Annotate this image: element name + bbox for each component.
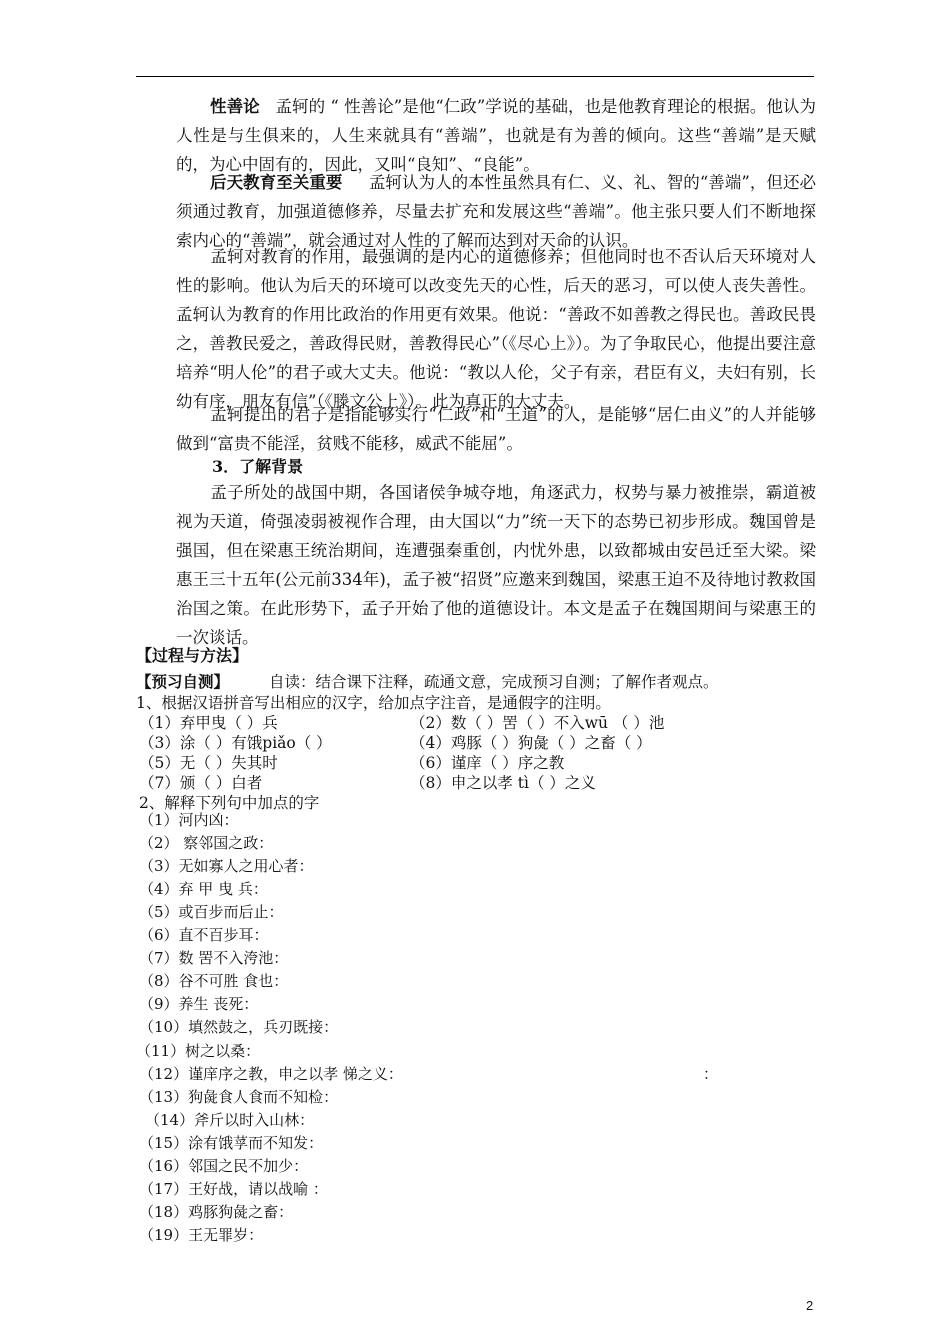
grid-cell-4: （4）鸡豚（ ）狗彘（ ）之畜（ ） bbox=[410, 734, 652, 752]
page-number: 2 bbox=[806, 1298, 814, 1313]
grid-cell-1: （1）弃甲曳（ ）兵 bbox=[139, 714, 278, 732]
paragraph-education-text: 孟轲认为人的本性虽然具有仁、义、礼、智的“善端”，但还必须通过教育，加强道德修养，尽量去扩充和发展这些“善端”。他主张只要人们不断地探索内心的“善端”，就会通过对人性的了解而达到对天命的认识。 bbox=[176, 173, 817, 250]
paragraph-background-text: 孟子所处的战国中期，各国诸侯争城夺地，角逐武力，权势与暴力被推崇，霸道被视为天道，倚强凌弱被视作合理，由大国以“力”统一天下的态势已初步形成。魏国曾是强国，但在梁惠王统治期间，连遭强秦重创，内忧外患，以致都城由安邑迁至大梁。梁惠王三十五年(公元前334年)，孟子被“招贤”应邀来到魏国，梁惠王迫不及待地讨教救国治国之策。在此形势下，孟子开始了他的道德设计。本文是孟子在魏国期间与梁惠王的一次谈话。 bbox=[176, 483, 816, 647]
explain-item-7: （7）数 罟不入洿池： bbox=[139, 949, 289, 967]
paragraph-role-of-education bbox=[176, 242, 816, 416]
explain-item-14: （14）斧斤以时入山林： bbox=[145, 1111, 315, 1129]
grid-cell-8: （8）申之以孝 tì（ ）之义 bbox=[410, 774, 596, 792]
explain-item-16: （16）邻国之民不加少： bbox=[139, 1157, 309, 1175]
paragraph-xingshan bbox=[176, 92, 816, 179]
explain-item-12: （12）谨庠序之教，申之以孝 悌之义： bbox=[139, 1065, 403, 1083]
header-rule bbox=[136, 76, 814, 77]
explain-item-18: （18）鸡豚狗彘之畜： bbox=[139, 1203, 294, 1221]
explain-item-1: （1）河内凶： bbox=[139, 811, 239, 829]
grid-cell-3: （3）涂（ ）有饿piǎo（ ） bbox=[139, 734, 332, 752]
task-2-instruction: 2、解释下列句中加点的字 bbox=[139, 794, 320, 812]
explain-item-5: （5）或百步而后止： bbox=[139, 903, 284, 921]
paragraph-role-text: 孟轲对教育的作用，最强调的是内心的道德修养；但他同时也不否认后天环境对人性的影响。他认为后天的环境可以改变先天的心性，后天的恶习，可以使人丧失善性。孟轲认为教育的作用比政治的作用更有效果。他说：“善政不如善教之得民也。善政民畏之，善教民爱之，善政得民财，善教得民心”（《尽心上》）。为了争取民心，他提出要注意培养“明人伦”的君子或大丈夫。他说：“教以人伦，父子有亲，君臣有义，夫妇有别，长幼有序，朋友有信”（《滕文公上》）。此为真正的大丈夫。 bbox=[176, 247, 816, 411]
term-education: 后天教育至关重要 bbox=[210, 173, 343, 192]
explain-item-9: （9）养生 丧死： bbox=[139, 995, 259, 1013]
explain-item-13: （13）狗彘食人食而不知检： bbox=[139, 1088, 339, 1106]
section-heading-background: 3．了解背景 bbox=[212, 457, 304, 476]
grid-cell-2: （2）数（ ）罟（ ）不入wū （ ）池 bbox=[410, 714, 665, 732]
explain-item-6: （6）直不百步耳： bbox=[139, 926, 269, 944]
explain-item-8: （8）谷不可胜 食也： bbox=[139, 972, 289, 990]
explain-item-10: （10）填然鼓之，兵刃既接： bbox=[139, 1018, 339, 1036]
explain-item-4: （4）弃 甲 曳 兵： bbox=[139, 880, 268, 898]
explain-item-19: （19）王无罪岁： bbox=[139, 1226, 264, 1244]
explain-item-2: （2） 察邻国之政： bbox=[139, 834, 274, 852]
grid-cell-6: （6）谨庠（ ）序之教 bbox=[410, 754, 565, 772]
preview-text: 自读：结合课下注释，疏通文意，完成预习自测；了解作者观点。 bbox=[269, 673, 719, 691]
paragraph-junzi-text: 孟轲提出的君子是指能够实行“仁政”和“王道”的人，是能够“居仁由义”的人并能够做到“富贵不能淫，贫贱不能移，威武不能屈”。 bbox=[176, 405, 816, 453]
paragraph-xingshan-text: 孟轲的 “ 性善论”是他“仁政”学说的基础，也是他教育理论的根据。他认为人性是与生俱来的，人生来就具有“善端”，也就是有为善的倾向。这些“善端”是天赋的，为心中固有的，因此，又叫“良知”、“良能”。 bbox=[176, 97, 817, 174]
stray-colon: ： bbox=[703, 1065, 719, 1083]
grid-cell-5: （5）无（ ）失其时 bbox=[139, 754, 278, 772]
task-1-instruction: 1、根据汉语拼音写出相应的汉字，给加点字注音，是通假字的注明。 bbox=[136, 694, 611, 712]
explain-item-17: （17）王好战，请以战喻 ： bbox=[139, 1180, 328, 1198]
explain-item-11: （11）树之以桑： bbox=[136, 1042, 261, 1060]
preview-label: 【预习自测】 bbox=[136, 672, 230, 691]
grid-cell-7: （7）颁（ ）白者 bbox=[139, 774, 263, 792]
preview-line bbox=[136, 671, 719, 693]
explain-item-15: （15）涂有饿莩而不知发： bbox=[139, 1134, 324, 1152]
paragraph-junzi bbox=[176, 400, 816, 458]
paragraph-background bbox=[176, 478, 816, 652]
process-heading: 【过程与方法】 bbox=[136, 646, 249, 665]
explain-item-3: （3）无如寡人之用心者： bbox=[139, 857, 314, 875]
term-xingshan: 性善论 bbox=[210, 97, 260, 116]
